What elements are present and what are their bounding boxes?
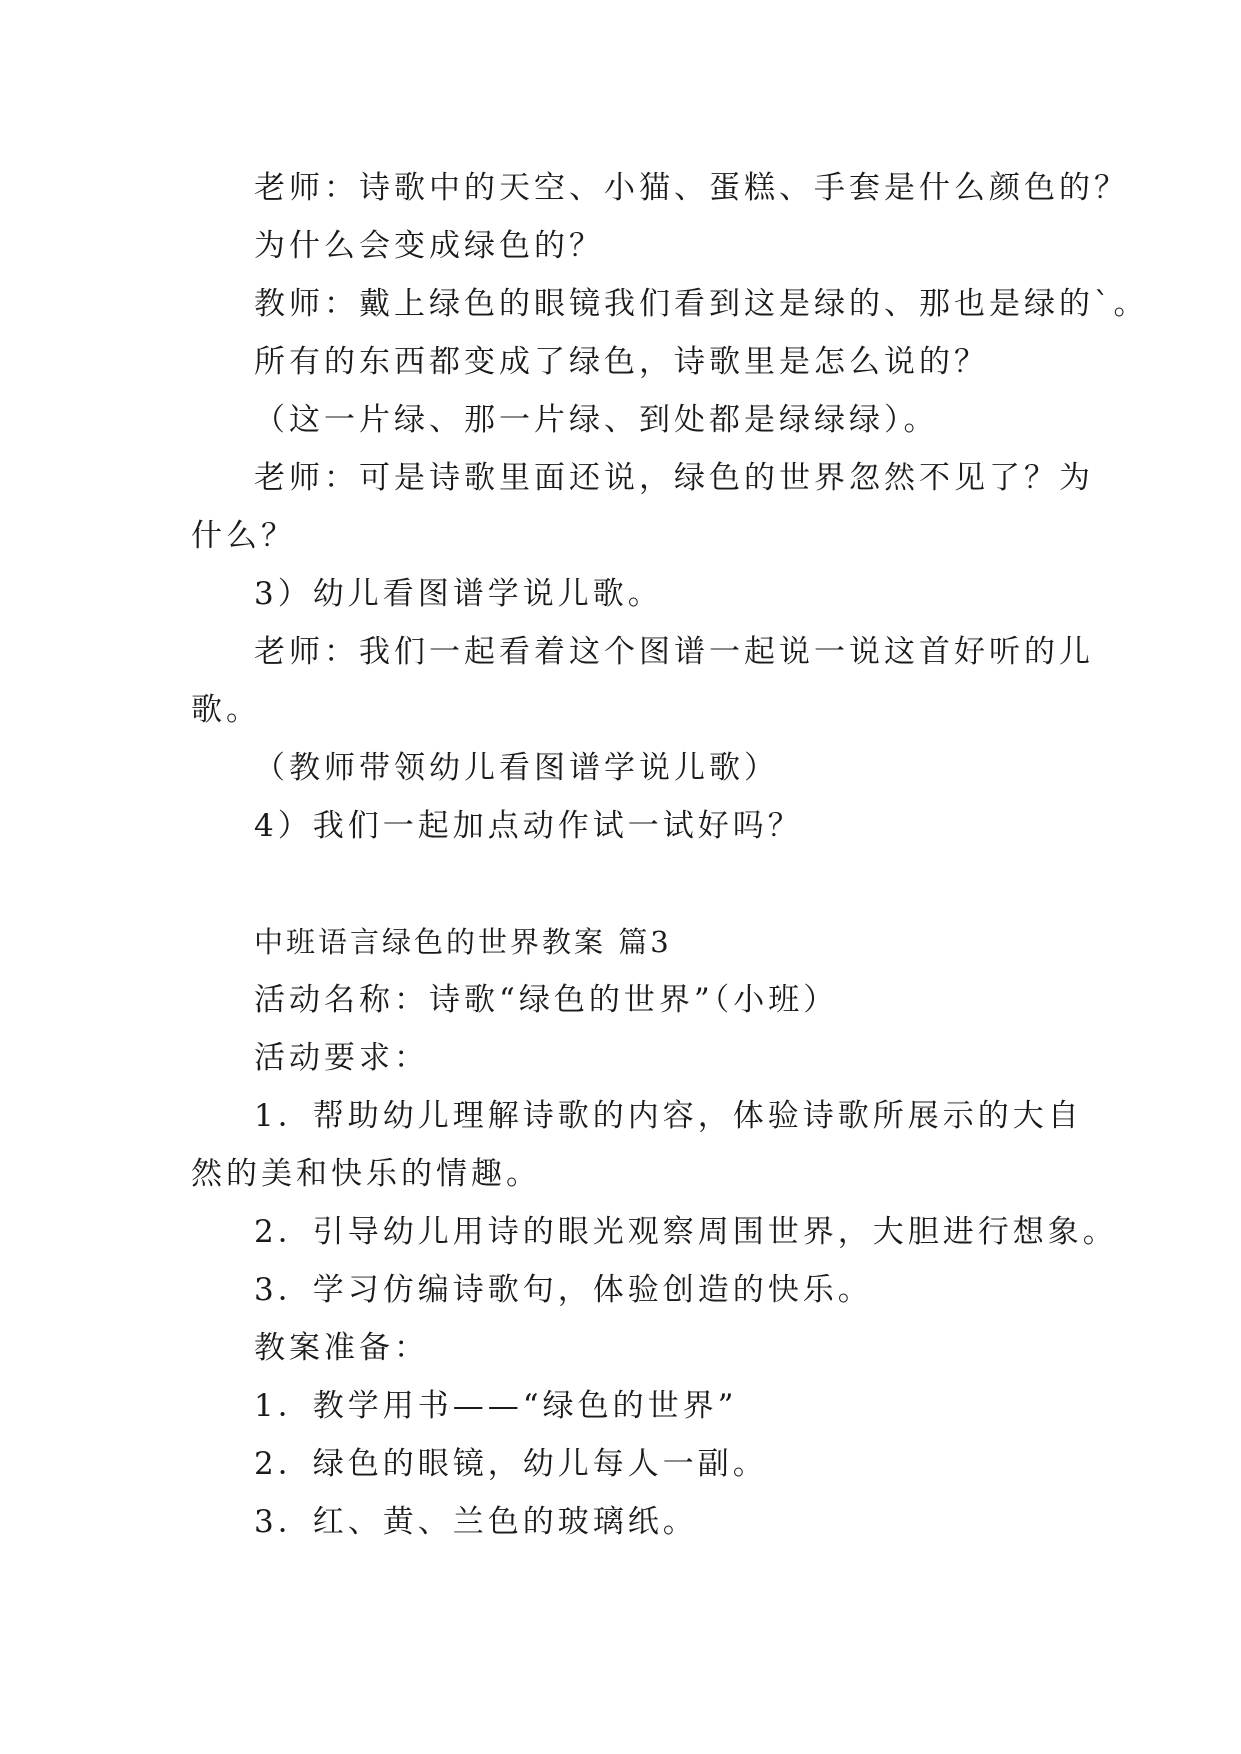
paragraph-step-3: 3）幼儿看图谱学说儿歌。 bbox=[254, 576, 663, 612]
paragraph-step-4: 4）我们一起加点动作试一试好吗？ bbox=[254, 808, 803, 844]
preparation-1: 1．教学用书——“绿色的世界” bbox=[254, 1388, 738, 1424]
activity-requirements-label: 活动要求： bbox=[254, 1040, 429, 1076]
preparation-label: 教案准备： bbox=[254, 1330, 429, 1366]
paragraph-read-together-cont: 歌。 bbox=[191, 692, 261, 728]
requirement-2: 2．引导幼儿用诗的眼光观察周围世界，大胆进行想象。 bbox=[254, 1214, 1118, 1250]
paragraph-why-green: 为什么会变成绿色的？ bbox=[254, 228, 604, 264]
preparation-2: 2．绿色的眼镜，幼儿每人一副。 bbox=[254, 1446, 768, 1482]
requirement-1-cont: 然的美和快乐的情趣。 bbox=[191, 1156, 541, 1192]
paragraph-world-disappears-cont: 什么？ bbox=[191, 518, 296, 554]
section-heading: 中班语言绿色的世界教案 篇3 bbox=[254, 925, 672, 959]
paragraph-teacher-leads: （教师带领幼儿看图谱学说儿歌） bbox=[254, 750, 779, 786]
paragraph-green-everywhere: （这一片绿、那一片绿、到处都是绿绿绿）。 bbox=[254, 402, 939, 438]
requirement-1: 1．帮助幼儿理解诗歌的内容，体验诗歌所展示的大自 bbox=[254, 1098, 1083, 1134]
paragraph-all-green: 所有的东西都变成了绿色，诗歌里是怎么说的？ bbox=[254, 344, 989, 380]
requirement-3: 3．学习仿编诗歌句，体验创造的快乐。 bbox=[254, 1272, 873, 1308]
paragraph-world-disappears: 老师：可是诗歌里面还说，绿色的世界忽然不见了？为 bbox=[254, 460, 1094, 496]
paragraph-teacher-question-colors: 老师：诗歌中的天空、小猫、蛋糕、手套是什么颜色的？ bbox=[254, 170, 1129, 206]
preparation-3: 3．红、黄、兰色的玻璃纸。 bbox=[254, 1504, 698, 1540]
activity-name: 活动名称：诗歌“绿色的世界”（小班） bbox=[254, 982, 839, 1018]
paragraph-teacher-glasses: 教师：戴上绿色的眼镜我们看到这是绿的、那也是绿的`。 bbox=[254, 286, 1149, 322]
paragraph-read-together: 老师：我们一起看着这个图谱一起说一说这首好听的儿 bbox=[254, 634, 1094, 670]
